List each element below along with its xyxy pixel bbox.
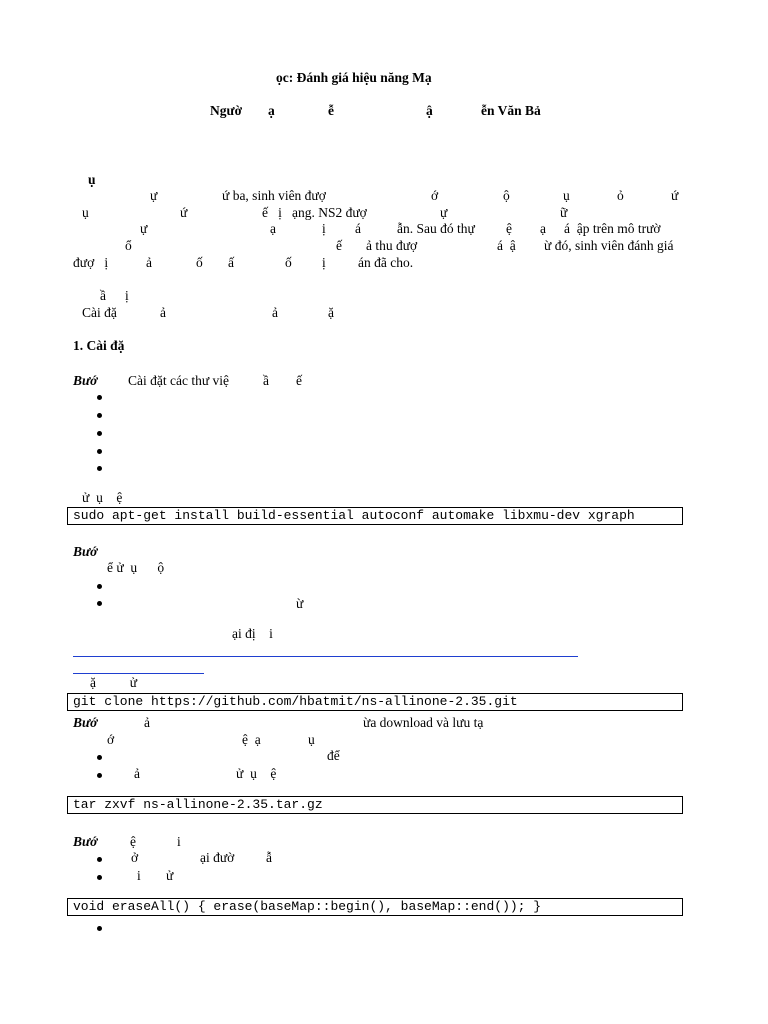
objective-text: ữ [560, 205, 568, 220]
bullet-dot [97, 875, 102, 880]
objective-text: ự [150, 188, 158, 203]
objective-text: ạ [540, 221, 546, 236]
objective-text: ố [285, 255, 292, 270]
objective-text: ệ [506, 221, 512, 236]
objective-text: á ậ [497, 238, 516, 253]
step-3-text: ừa download và lưu tạ [363, 715, 484, 730]
step-4-bullet-text: ẫ [266, 850, 272, 865]
requirements-item: ả [272, 305, 278, 320]
step-1-text: Cài đặt các thư việ [128, 373, 230, 388]
objective-heading: ụ [88, 172, 96, 187]
bullet-dot [97, 755, 102, 760]
objective-text: á ập trên mô trườ [564, 221, 661, 236]
requirements-item: ặ [328, 305, 334, 320]
step-2-bullet-text: ừ [296, 596, 304, 611]
objective-text: ị [322, 221, 326, 236]
objective-text: ị [322, 255, 326, 270]
step-3-text: ụ [308, 732, 315, 747]
author-name: ễn Văn Bả [481, 103, 541, 118]
objective-text: ứ [671, 188, 679, 203]
objective-text: ộ [503, 188, 510, 203]
objective-text: ạ [270, 221, 276, 236]
objective-text: ỏ [617, 188, 624, 203]
step-4-label: Bướ [73, 834, 98, 849]
step-1-label: Bướ [73, 373, 98, 388]
step-2-text: ể ử ụ ộ [107, 560, 165, 575]
objective-text: án đã cho. [358, 255, 414, 270]
step-3-text: ả [144, 715, 150, 730]
objective-text: ấ [228, 255, 234, 270]
bullet-dot [97, 431, 102, 436]
objective-text: ừ đó, sinh viên đánh giá [544, 238, 674, 253]
objective-text: ứ [180, 205, 188, 220]
bullet-dot [97, 449, 102, 454]
step-4-text: ệ [130, 834, 136, 849]
objective-text: ả [146, 255, 152, 270]
bullet-dot [97, 601, 102, 606]
step-2-usage: ặ ử [90, 675, 138, 690]
repository-link[interactable] [73, 656, 578, 657]
bullet-dot [97, 857, 102, 862]
bullet-dot [97, 773, 102, 778]
author-frag-1: ạ [268, 103, 275, 118]
objective-text: ụ [563, 188, 570, 203]
bullet-dot [97, 584, 102, 589]
step-4-bullet-text: ại đườ [200, 850, 235, 865]
step-1-text: ầ [263, 373, 269, 388]
objective-text: ớ [431, 188, 439, 203]
author-prefix: Ngườ [210, 103, 243, 118]
objective-text: ả thu đượ [366, 238, 418, 253]
bullet-dot [97, 395, 102, 400]
step-3-bullet-text: để [327, 748, 340, 763]
bullet-dot [97, 926, 102, 931]
objective-text: ứ ba, sinh viên đượ [222, 188, 326, 203]
requirements-heading: ầ [100, 288, 106, 303]
step-3-bullet-text: ử ụ ệ [236, 766, 277, 781]
document-title: ọc: Đánh giá hiệu năng Mạ [276, 70, 432, 85]
step-2-note: ại đị i [232, 626, 273, 641]
objective-text: á [355, 221, 361, 236]
command-intro: ử ụ ệ [82, 490, 123, 505]
author-frag-3: ậ [426, 103, 433, 118]
requirements-heading: ị [125, 288, 129, 303]
repository-link-continued[interactable] [73, 673, 204, 674]
objective-text: ế ị ạng. NS2 đượ [262, 205, 367, 220]
step-4-text: i [177, 834, 181, 849]
objective-text: đượ ị [73, 255, 109, 270]
objective-text: ố [196, 255, 203, 270]
author-frag-2: ễ [328, 103, 334, 118]
step-3-label: Bướ [73, 715, 98, 730]
step-3-text: ớ [107, 732, 115, 747]
step-4-bullet-text: i [137, 868, 141, 883]
objective-text: ự [140, 221, 148, 236]
objective-text: ế [336, 238, 342, 253]
command-box[interactable]: tar zxvf ns-allinone-2.35.tar.gz [67, 796, 683, 814]
command-box[interactable]: void eraseAll() { erase(baseMap::begin(), baseMap::end()); } [67, 898, 683, 916]
requirements-item: ả [160, 305, 166, 320]
step-1-text: ế [296, 373, 302, 388]
bullet-dot [97, 466, 102, 471]
objective-text: ự [440, 205, 448, 220]
objective-text: ụ [82, 205, 89, 220]
step-4-bullet-text: ở [131, 850, 139, 865]
step-2-label: Bướ [73, 544, 98, 559]
objective-text: ổ [125, 238, 132, 253]
step-3-text: ệ ạ [242, 732, 261, 747]
section-1-heading: 1. Cài đặ [73, 338, 125, 353]
step-4-bullet-text: ử [166, 868, 174, 883]
step-3-bullet-text: ả [134, 766, 140, 781]
command-box[interactable]: git clone https://github.com/hbatmit/ns-allinone-2.35.git [67, 693, 683, 711]
objective-text: ẫn. Sau đó thự [397, 221, 475, 236]
command-box[interactable]: sudo apt-get install build-essential autoconf automake libxmu-dev xgraph [67, 507, 683, 525]
bullet-dot [97, 413, 102, 418]
requirements-item: Cài đặ [82, 305, 117, 320]
